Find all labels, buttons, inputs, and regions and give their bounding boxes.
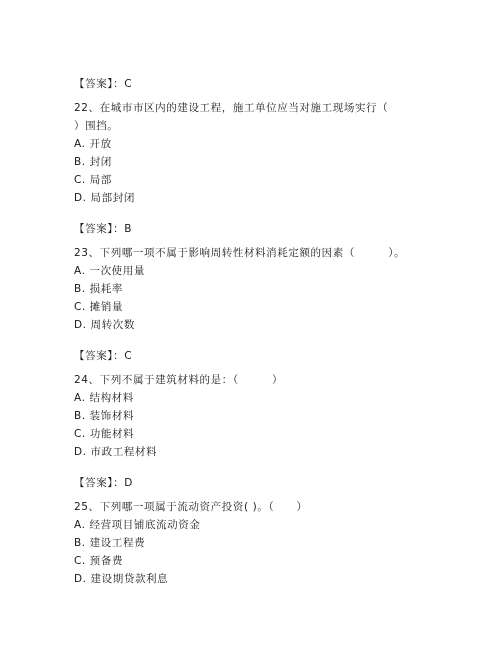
answer-line: 【答案】：C [74, 78, 133, 90]
option-a: A. 一次使用量 [74, 265, 145, 277]
answer-line: 【答案】：D [74, 477, 133, 489]
option-a: A. 开放 [74, 138, 112, 150]
option-b: B. 封闭 [74, 156, 112, 168]
answer-line: 【答案】：C [74, 350, 133, 362]
option-c: C. 预备费 [74, 555, 124, 567]
option-b: B. 建设工程费 [74, 537, 146, 549]
question-text: 24、下列不属于建筑材料的是：（ ） [74, 374, 284, 386]
option-c: C. 功能材料 [74, 428, 135, 440]
option-c: C. 局部 [74, 174, 113, 186]
question-text-continued: ）围挡。 [74, 120, 119, 132]
option-d: D. 市政工程材料 [74, 446, 158, 458]
question-text: 22、在城市市区内的建设工程，施工单位应当对施工现场实行（ [74, 102, 389, 114]
option-d: D. 局部封闭 [74, 192, 135, 204]
option-b: B. 损耗率 [74, 283, 123, 295]
option-d: D. 建设期贷款利息 [74, 573, 169, 585]
answer-line: 【答案】：B [74, 223, 133, 235]
option-a: A. 结构材料 [74, 392, 134, 404]
question-text: 25、下列哪一项属于流动资产投资( )。（ ） [74, 501, 308, 513]
option-a: A. 经营项目铺底流动资金 [74, 519, 201, 531]
option-d: D. 周转次数 [74, 319, 135, 331]
option-b: B. 装饰材料 [74, 410, 135, 422]
question-text: 23、下列哪一项不属于影响周转性材料消耗定额的因素（ ）。 [74, 247, 406, 259]
option-c: C. 摊销量 [74, 301, 124, 313]
